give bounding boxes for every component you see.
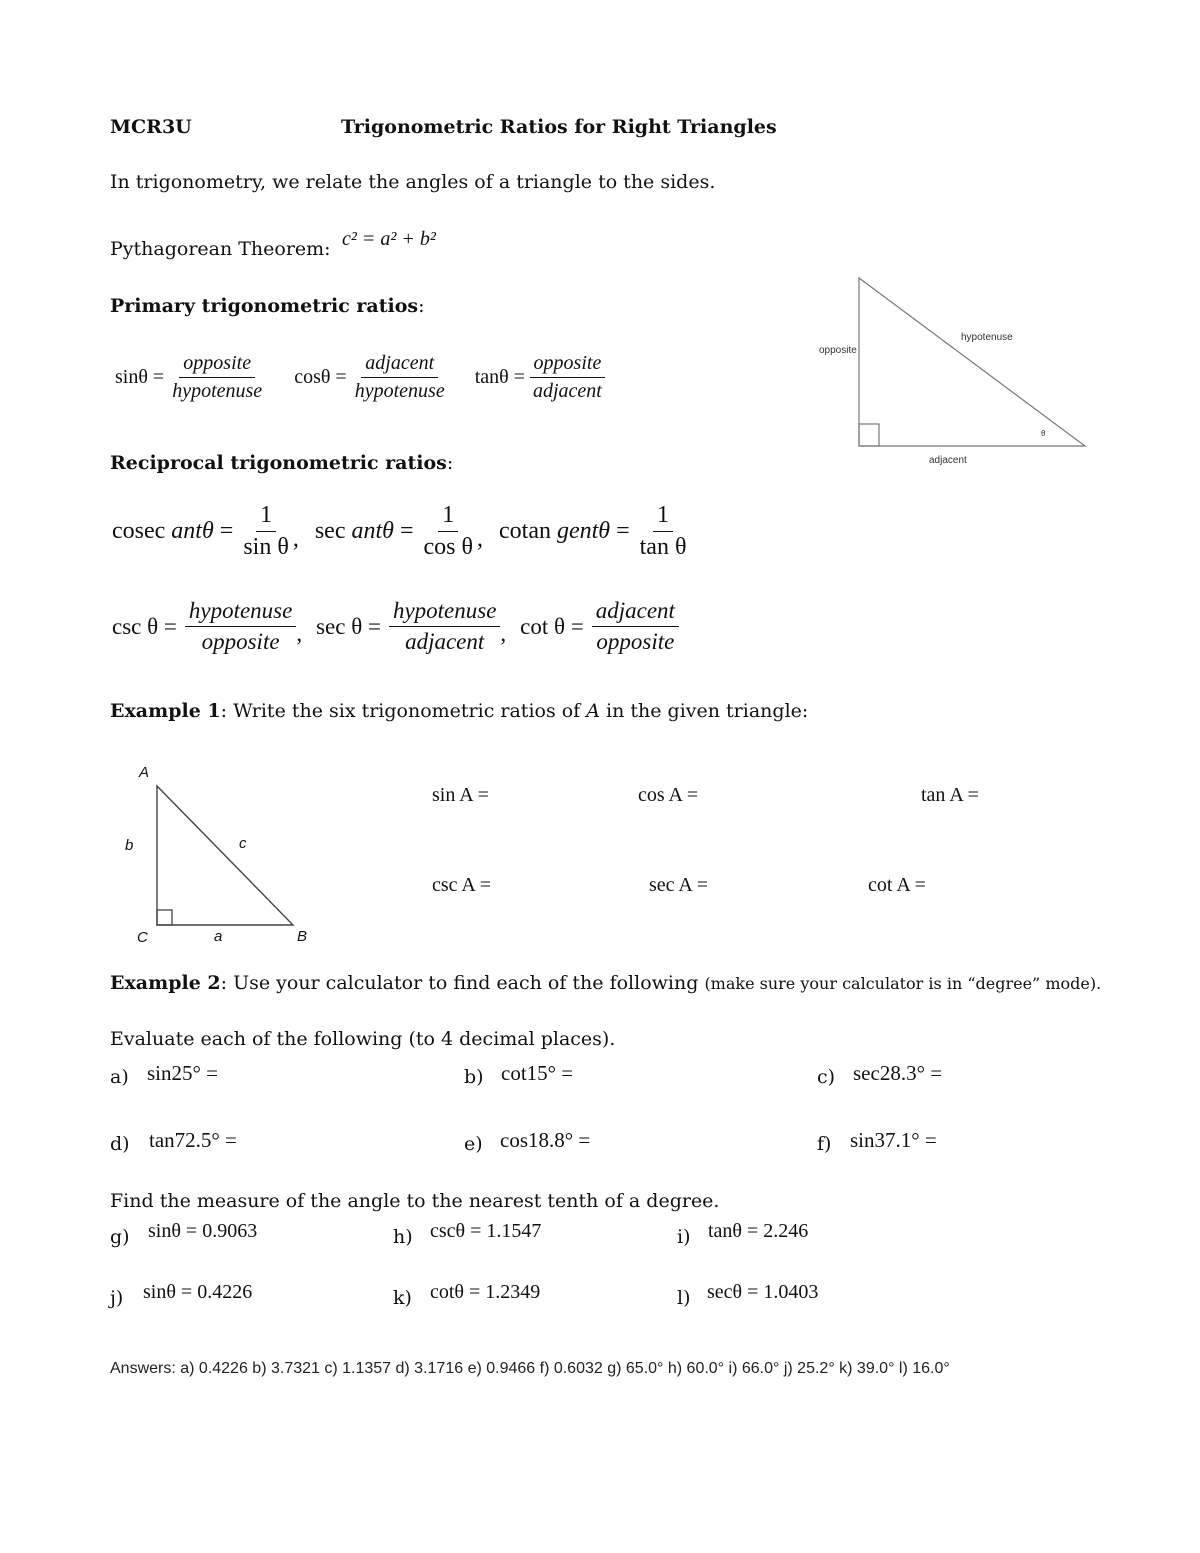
tan-ratio: tanθ = $\frac{\text{opposite}}{\text{adjacent}}$ — [475, 352, 606, 403]
page-title: Trigonometric Ratios for Right Triangles — [341, 116, 777, 138]
vertex-A-label: A — [139, 764, 150, 781]
evaluate-heading: Evaluate each of the following (to 4 decimal places). — [110, 1028, 616, 1050]
item-d-expr: tan72.5° = — [149, 1128, 237, 1152]
item-f-letter: f) — [817, 1133, 832, 1155]
item-a-expr: sin25° = — [147, 1061, 218, 1085]
item-k-letter: k) — [393, 1287, 412, 1309]
item-g-letter: g) — [110, 1226, 130, 1248]
example1-csc: csc A = — [432, 874, 492, 896]
angle-heading: Find the measure of the angle to the nearest tenth of a degree. — [110, 1190, 720, 1212]
csc-ratio: csc θ = $\frac{\text{hypotenuse}}{\text{opposite}}$ , — [112, 598, 303, 654]
item-b-letter: b) — [464, 1066, 484, 1088]
sin-ratio: sinθ = $\frac{\text{opposite}}{\text{hypotenuse}}$ — [115, 352, 263, 402]
vertex-C-label: C — [137, 929, 148, 946]
item-c-letter: c) — [817, 1066, 836, 1088]
cos-ratio: cosθ = $\frac{\text{adjacent}}{\text{hypotenuse}}$ — [294, 352, 445, 402]
sec-ratio: sec θ = $\frac{\text{hypotenuse}}{\text{adjacent}}$ , — [316, 598, 507, 654]
item-l-letter: l) — [677, 1287, 691, 1309]
item-a-letter: a) — [110, 1066, 129, 1088]
item-j-letter: j) — [110, 1287, 124, 1309]
example1-prompt: Example 1: Write the six trigonometric ratios of A in the given triangle: — [110, 700, 809, 722]
adjacent-label: adjacent — [929, 455, 967, 466]
item-f-expr: sin37.1° = — [850, 1128, 937, 1152]
reference-triangle-diagram — [815, 270, 1095, 470]
opposite-label: opposite — [819, 345, 857, 356]
item-h-letter: h) — [393, 1226, 413, 1248]
example1-sin: sin A = — [432, 784, 489, 806]
item-e-letter: e) — [464, 1133, 483, 1155]
item-e-expr: cos18.8° = — [500, 1128, 591, 1152]
item-i-letter: i) — [677, 1226, 691, 1248]
item-h-expr: cscθ = 1.1547 — [430, 1220, 542, 1242]
side-b-label: b — [125, 837, 134, 854]
example1-triangle — [115, 760, 325, 950]
intro-sentence: In trigonometry, we relate the angles of a triangle to the sides. — [110, 171, 716, 193]
item-d-letter: d) — [110, 1133, 130, 1155]
side-a-label: a — [214, 928, 223, 945]
secant-ratio: sec antθ = $\frac{1}{\text{cos θ}}$ , — [314, 502, 483, 560]
example1-cot: cot A = — [868, 874, 926, 896]
item-i-expr: tanθ = 2.246 — [708, 1220, 809, 1242]
reciprocal-row-1 — [112, 502, 690, 561]
example2-prompt: Example 2: Use your calculator to find each of the following (make sure your calculator is in “degree” mode). — [110, 972, 1102, 994]
item-g-expr: sinθ = 0.9063 — [148, 1220, 258, 1242]
example1-tan: tan A = — [921, 784, 979, 806]
vertex-B-label: B — [297, 928, 308, 945]
course-code: MCR3U — [110, 116, 192, 138]
reciprocal-row-2 — [112, 598, 679, 655]
pythagorean-formula: c² = a² + b² — [342, 228, 436, 250]
item-j-expr: sinθ = 0.4226 — [143, 1281, 253, 1303]
primary-heading: Primary trigonometric ratios: — [110, 295, 425, 317]
answers-line: Answers: a) 0.4226 b) 3.7321 c) 1.1357 d) 3.1716 e) 0.9466 f) 0.6032 g) 65.0° h) 60.0° i) 66.0° j) 25.2° k) 39.0° l) 16.0° — [110, 1360, 950, 1377]
hypotenuse-label: hypotenuse — [961, 332, 1013, 343]
item-c-expr: sec28.3° = — [853, 1061, 943, 1085]
reciprocal-heading: Reciprocal trigonometric ratios: — [110, 452, 454, 474]
theta-mark: θ — [1041, 429, 1046, 438]
primary-ratios — [115, 352, 606, 403]
cot-ratio: cot θ = $\frac{\text{adjacent}}{\text{opposite}}$ — [520, 598, 679, 655]
item-l-expr: secθ = 1.0403 — [707, 1281, 819, 1303]
cotangent-ratio: cotan gentθ = $\frac{1}{\text{tan θ}}$ — [499, 502, 687, 560]
side-c-label: c — [239, 835, 247, 852]
item-b-expr: cot15° = — [501, 1061, 574, 1085]
example1-cos: cos A = — [638, 784, 699, 806]
item-k-expr: cotθ = 1.2349 — [430, 1281, 541, 1303]
cosecant-ratio: cosec antθ = $\frac{1}{\text{sin θ}}$ , — [112, 502, 299, 560]
example1-sec: sec A = — [649, 874, 709, 896]
pythagorean-label: Pythagorean Theorem: — [110, 238, 331, 260]
